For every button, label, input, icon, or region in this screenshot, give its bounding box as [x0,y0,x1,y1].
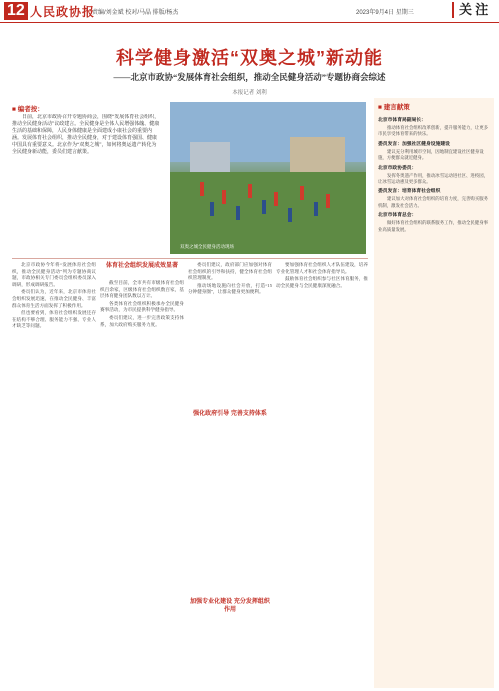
photo-caption: 双奥之城全民健身活动现场 [180,244,234,249]
article-column-3 [188,262,272,402]
byline: 本报记者 刘利 [232,90,267,96]
sidebar-heading: 北京市体育局副局长： [378,118,426,123]
article-column-4 [276,262,368,686]
paragraph: 鼓励体育社会组织参与社区体育服务，推动全民健身与全民健康深度融合。 [276,276,368,288]
sidebar-heading: 北京市体育总会： [378,213,417,219]
sidebar-paragraph: 发挥冬奥遗产作用，推动冰雪运动进社区、进校园，让冰雪运动惠及更多群众。 [378,172,488,185]
issue-date: 2023年9月4日 星期三 [356,10,414,16]
subtitle: ——北京市政协“发展体育社会组织，推动全民健身活动”专题协商会综述 [113,72,386,82]
section-name: 关 注 [452,2,488,18]
sidebar-heading: 委员发言：培育体育社会组织 [378,189,441,195]
newspaper-logo: 人民政协报 [30,5,96,19]
headline: 科学健身激活“双奥之城”新动能 [116,48,383,68]
sidebar-paragraph: 推动体育社会组织改革创新，提升服务能力，让更多市民享受体育带来的快乐。 [378,125,488,137]
sidebar-paragraph: 做好体育社会组织的联系服务工作，推动全民健身事业高质量发展。 [378,220,488,232]
sidebar-heading: 北京市政协委员： [378,165,417,171]
article-column-1 [12,262,96,686]
photo-illustration [170,102,366,254]
editor-note-text: 日前，北京市政协召开专题协商会，围绕“发展体育社会组织，推动全民健身活动”议政建言。全民健身是全体人民增强体魄、健康生活的基础和保障，人民身体健康是全面建成小康社会的重要内涵。发展体育社会组织，推动全民健身，对于建设体育强国、健康中国具有重要意义。北京作为“双奥之城”，如何将奥运遗产转化为全民健身新动能，委员们建言献策。 [12,115,160,155]
paragraph: 委员们建议，进一步完善政策支持体系，加大政府购买服务力度。 [100,314,184,327]
event-photo [170,102,366,254]
paragraph: 截至目前，全市共有市级体育社会组织百余家，区级体育社会组织数百家，基层体育健身团队数以万计。 [100,280,184,299]
page-number: 12 [4,2,28,20]
paragraph: 委员们认为，近年来，北京市体育社会组织发展迅速，在推动全民健身、丰富群众体育生活方面发挥了积极作用。 [12,289,96,308]
divider [12,258,368,259]
editor-credits: 责编/刘金斌 校对/马晶 排版/杨杰 [92,10,179,16]
masthead [0,0,499,23]
sidebar-title: ■ 建言献策 [378,104,410,111]
paragraph: 但也要看到，体育社会组织发展还存在结构不够合理、服务能力不强、专业人才缺乏等问题。 [12,310,96,329]
editor-note-title: ■ 编者按： [12,106,44,113]
paragraph: 推动场地设施向社会开放，打造“15分钟健身圈”，让群众健身更加便利。 [188,282,272,295]
article-column-2 [100,280,184,686]
paragraph: 委员们建议，政府部门应加强对体育社会组织的引导和扶持，健全体育社会组织管理制度。 [188,262,272,281]
sidebar-paragraph: 建议加大对体育社会组织的培育力度，完善购买服务机制，激发社会活力。 [378,196,488,208]
paragraph: 北京市政协今年将“发展体育社会组织，推动全民健身活动”列为专题协商议题，市政协相关专门委员会组织委员深入调研，形成调研报告。 [12,262,96,287]
column-subhead: 体育社会组织发展成效显著 [105,263,178,269]
column-subhead: 加强专业化建设 充分发挥组织作用 [190,599,270,613]
column-subhead: 强化政府引导 完善支持体系 [193,411,267,417]
sidebar-heading: 委员发言：加强社区健身设施建设 [378,141,450,147]
paragraph: 要加强体育社会组织人才队伍建设，培养专业化管理人才和社会体育指导员。 [276,262,368,274]
sidebar-body [378,114,492,684]
paragraph: 各类体育社会组织积极承办全民健身赛事活动，为市民提供科学健身指导。 [100,300,184,313]
sidebar-paragraph: 建议充分利用城市空间，因地制宜建设社区健身设施，方便群众就近健身。 [378,148,484,161]
